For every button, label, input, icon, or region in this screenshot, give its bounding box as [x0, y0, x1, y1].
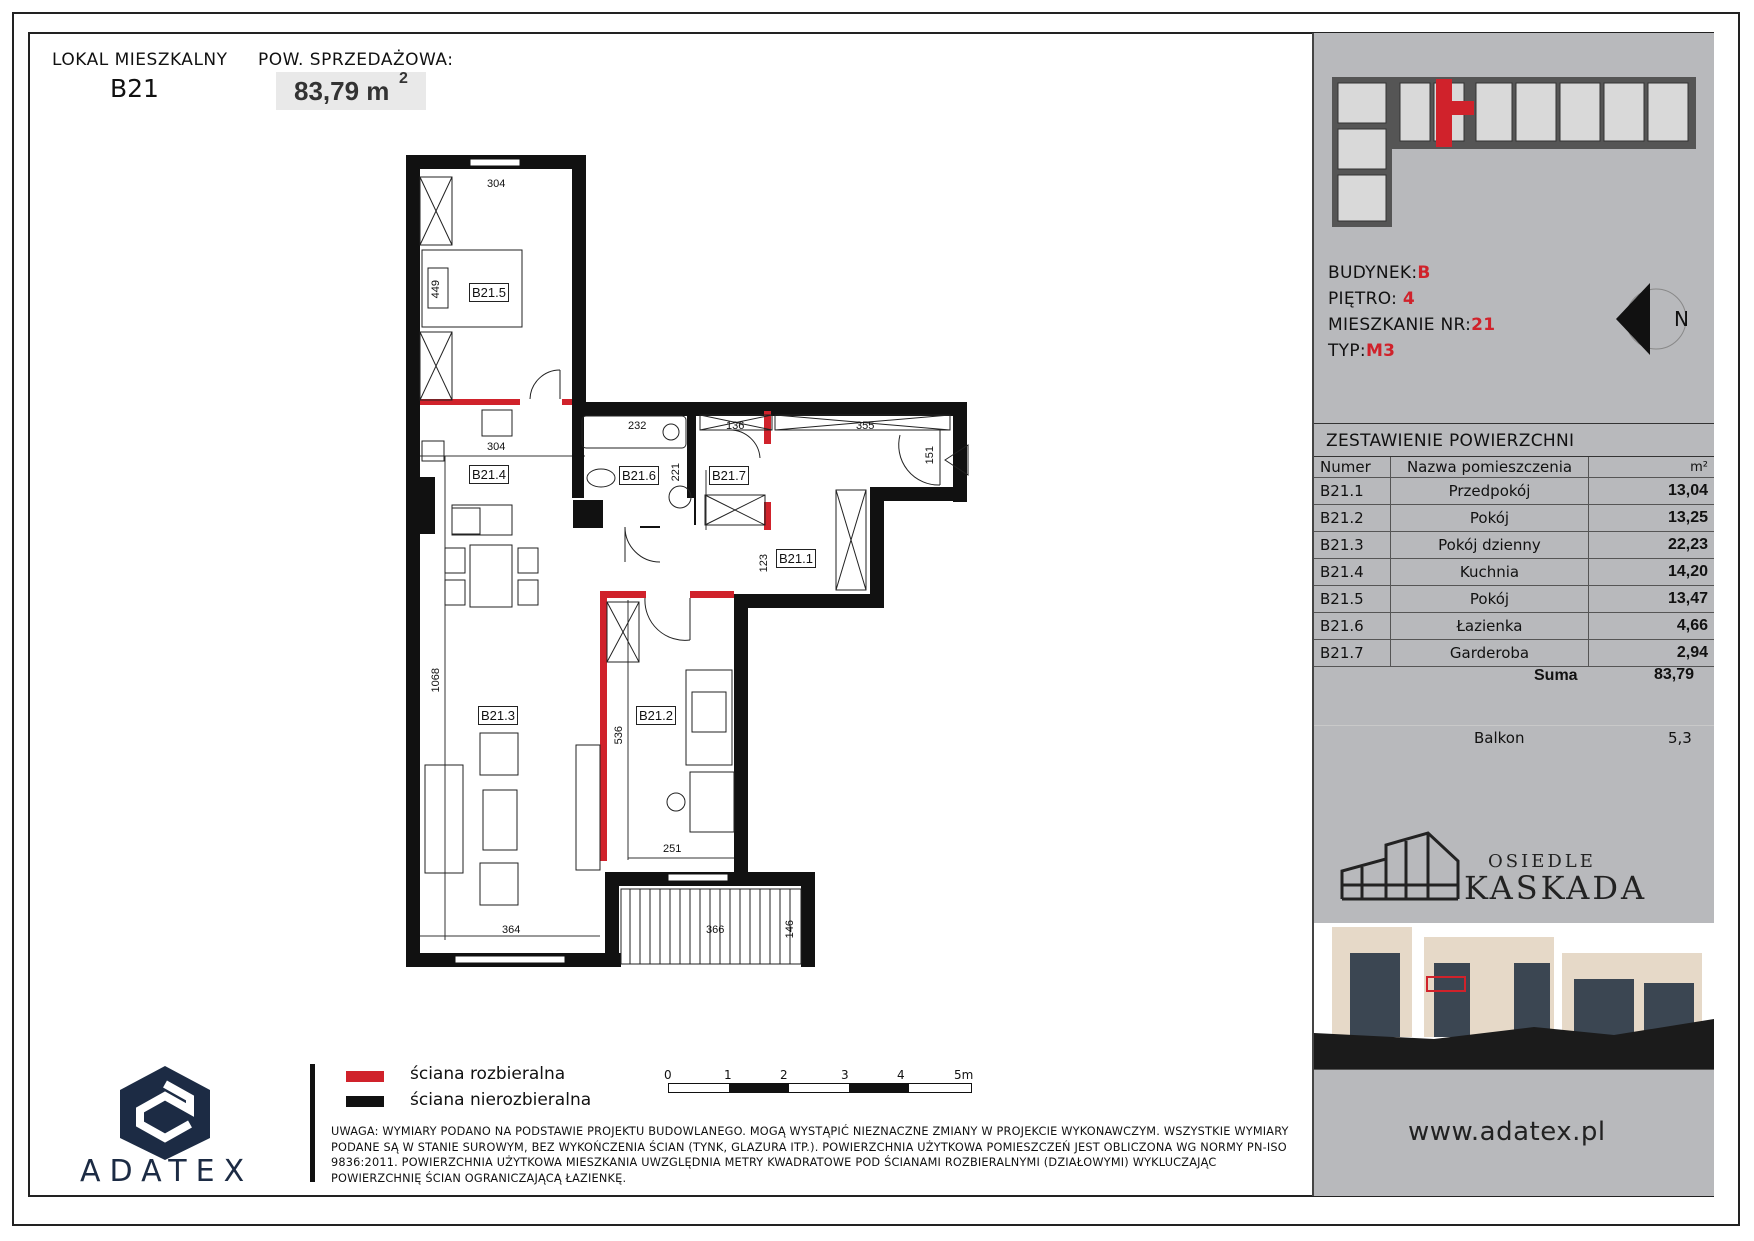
table-row [1314, 613, 1714, 640]
scale-label: 5m [954, 1068, 974, 1082]
header-number: Numer [1314, 457, 1391, 478]
disclaimer-note: UWAGA: WYMIARY PODANO NA PODSTAWIE PROJEKTU BUDOWLANEGO. MOGĄ WYSTĄPIĆ NIEZNACZNE ZMIANY W PROJEKCIE WYKONAWCZYM. WSZYSTKIE WYMIARY PODANE SĄ W STANIE SUROWYM, BEZ WYKOŃCZENIA ŚCIAN (TYNK, GLAZURA ITP.). POWIERZCHNIA UŻYTKOWA POMIESZCZEŃ JEST OBLICZONA WG NORMY PN-ISO 9836:2011. POWIERZCHNIA UŻYTKOWA MIESZKANIA UWZGLĘDNIA METRY KWADRATOWE POD ŚCIANAMI ROZBIERALNYMI (DZIAŁOWYMI) WYKLUCZAJĄC POWIERZCHNIĘ ŚCIAN OGRANICZAJĄCĄ ŁAZIENKĘ. [331, 1125, 1289, 1185]
non-removable-wall-label: ściana nierozbieralna [410, 1090, 592, 1110]
row-area: 13,04 [1589, 478, 1715, 505]
row-name: Łazienka [1391, 613, 1589, 640]
scale-label: 0 [664, 1068, 672, 1082]
dim-1068: 1068 [430, 668, 442, 693]
areas-table [1314, 457, 1714, 667]
type-value: M3 [1365, 341, 1396, 361]
row-area: 14,20 [1589, 559, 1715, 586]
scale-segment [729, 1084, 789, 1092]
header-unit: m² [1589, 457, 1715, 478]
row-area: 2,94 [1589, 640, 1715, 667]
area-box [276, 72, 426, 110]
dim-355: 355 [856, 420, 875, 432]
row-number: B21.4 [1314, 559, 1391, 586]
room-label-b21-7: B21.7 [709, 466, 749, 485]
row-name: Pokój [1391, 586, 1589, 613]
scale-label: 3 [841, 1068, 849, 1082]
table-row [1314, 505, 1714, 532]
areas-title: ZESTAWIENIE POWIERZCHNI [1326, 431, 1575, 451]
row-name: Przedpokój [1391, 478, 1589, 505]
dim-304-top: 304 [487, 178, 506, 190]
areas-header-row [1314, 457, 1714, 478]
balcony-rule [1314, 725, 1714, 726]
dim-136: 136 [726, 420, 745, 432]
sum-value: 83,79 [1654, 666, 1695, 683]
apartment-value: 21 [1471, 315, 1496, 335]
scale-label: 4 [897, 1068, 905, 1082]
row-area: 4,66 [1589, 613, 1715, 640]
table-row [1314, 478, 1714, 505]
website-rule [1314, 1069, 1714, 1070]
floor-label: PIĘTRO: [1328, 289, 1398, 309]
building-info [1328, 263, 1431, 283]
row-area: 13,47 [1589, 586, 1715, 613]
row-name: Kuchnia [1391, 559, 1589, 586]
dim-536: 536 [613, 726, 625, 745]
floor-info [1328, 289, 1415, 309]
apartment-info [1328, 315, 1495, 335]
scale-label: 1 [724, 1068, 732, 1082]
header-name: Nazwa pomieszczenia [1391, 457, 1589, 478]
scale-label: 2 [780, 1068, 788, 1082]
kaskada-text: KASKADA [1464, 869, 1648, 907]
non-removable-wall-swatch [346, 1096, 384, 1107]
website-link[interactable]: www.adatex.pl [1408, 1117, 1606, 1147]
row-number: B21.3 [1314, 532, 1391, 559]
apartment-label: MIESZKANIE NR: [1328, 315, 1472, 335]
row-number: B21.6 [1314, 613, 1391, 640]
adatex-logo-icon [110, 1062, 220, 1162]
dim-232: 232 [628, 420, 647, 432]
area-sup: 2 [399, 70, 408, 87]
table-row [1314, 586, 1714, 613]
balcony-label: Balkon [1474, 729, 1525, 747]
dim-366: 366 [706, 924, 725, 936]
kaskada-building-icon [1340, 825, 1460, 905]
room-label-b21-4: B21.4 [469, 465, 509, 484]
area-value: 83,79 m [294, 76, 390, 106]
type-info [1328, 341, 1395, 361]
row-number: B21.5 [1314, 586, 1391, 613]
table-top-rule [1314, 423, 1714, 424]
room-label-b21-6: B21.6 [619, 466, 659, 485]
row-area: 13,25 [1589, 505, 1715, 532]
legend-divider [310, 1064, 315, 1182]
room-label-b21-1: B21.1 [776, 549, 816, 568]
area-label: POW. SPRZEDAŻOWA: [258, 50, 454, 70]
floor-plan [400, 150, 980, 980]
balcony-value: 5,3 [1668, 729, 1692, 747]
room-label-b21-2: B21.2 [636, 706, 676, 725]
dim-146: 146 [784, 920, 796, 939]
company-name: ADATEX [80, 1154, 254, 1189]
scale-segment [849, 1084, 909, 1092]
side-panel [1312, 33, 1714, 1196]
row-number: B21.1 [1314, 478, 1391, 505]
building-label: BUDYNEK: [1328, 263, 1418, 283]
floor-value: 4 [1402, 289, 1415, 309]
removable-wall-label: ściana rozbieralna [410, 1064, 566, 1084]
building-render [1314, 923, 1714, 1069]
osiedle-text: OSIEDLE [1488, 851, 1596, 872]
room-label-b21-5: B21.5 [469, 283, 509, 302]
removable-wall-swatch [346, 1071, 384, 1082]
scale-bar [668, 1083, 972, 1093]
dim-304-kitchen: 304 [487, 441, 506, 453]
unit-id: B21 [110, 74, 159, 103]
type-label: TYP: [1328, 341, 1366, 361]
dim-364: 364 [502, 924, 521, 936]
sum-label: Suma [1534, 667, 1578, 684]
table-row [1314, 532, 1714, 559]
row-name: Pokój [1391, 505, 1589, 532]
key-plan [1330, 69, 1696, 239]
table-row [1314, 559, 1714, 586]
dim-221: 221 [670, 463, 682, 482]
row-number: B21.2 [1314, 505, 1391, 532]
row-area: 22,23 [1589, 532, 1715, 559]
dim-151: 151 [924, 446, 936, 465]
north-label: N [1674, 307, 1689, 331]
unit-type-label: LOKAL MIESZKALNY [52, 50, 228, 70]
dim-123: 123 [758, 554, 770, 573]
room-label-b21-3: B21.3 [478, 706, 518, 725]
row-name: Pokój dzienny [1391, 532, 1589, 559]
dim-449: 449 [430, 280, 442, 299]
dim-251: 251 [663, 843, 682, 855]
row-number: B21.7 [1314, 640, 1391, 667]
building-value: B [1417, 263, 1431, 283]
table-row [1314, 640, 1714, 667]
row-name: Garderoba [1391, 640, 1589, 667]
